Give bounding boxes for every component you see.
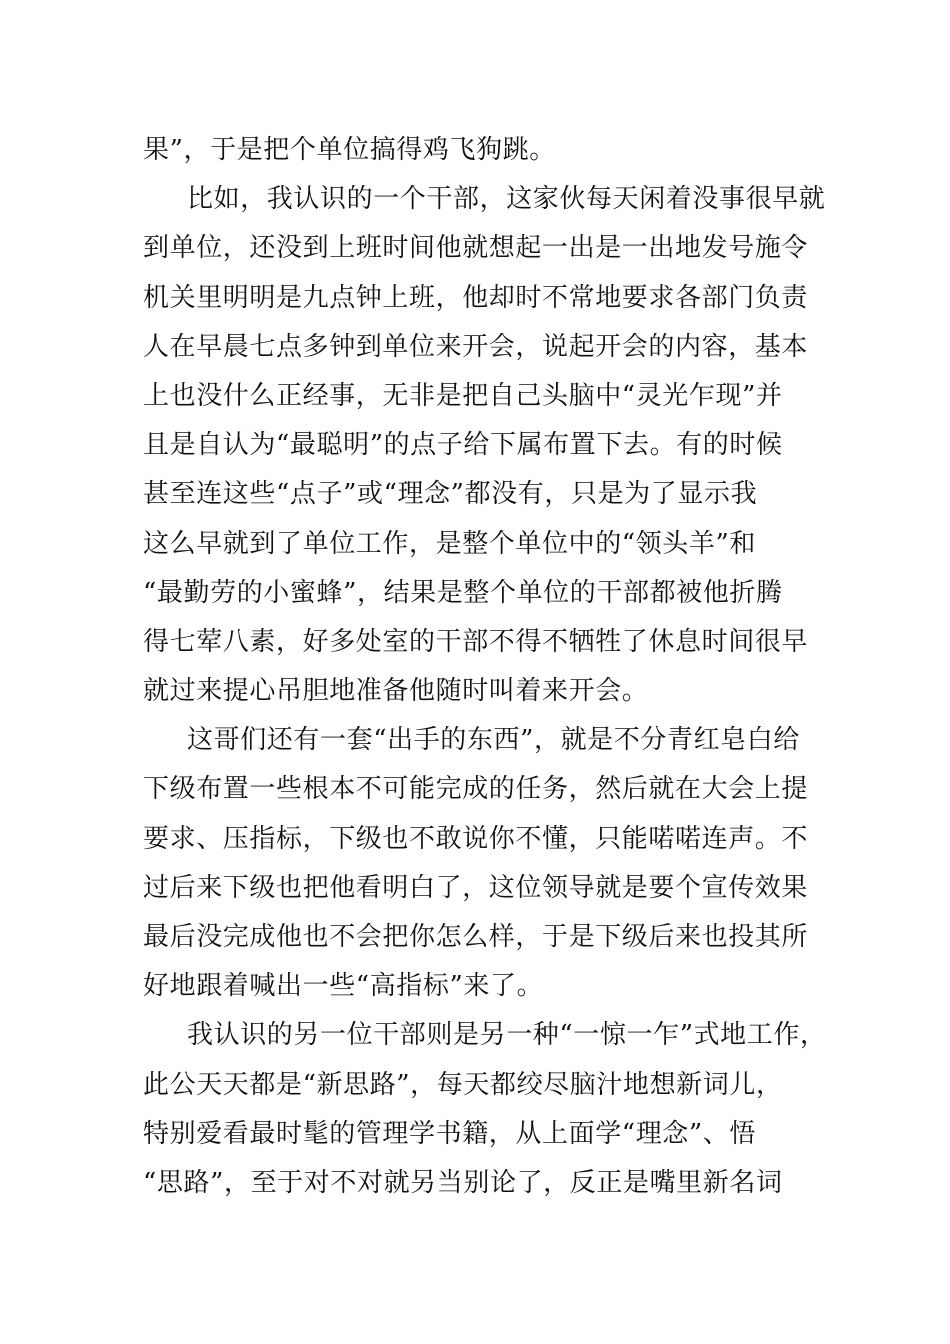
text-line: 果”，于是把个单位搞得鸡飞狗跳。 — [143, 135, 556, 165]
text-line: 过后来下级也把他看明白了，这位领导就是要个宣传效果 — [143, 872, 809, 903]
text-line: 这么早就到了单位工作，是整个单位中的“领头羊”和 — [143, 528, 756, 559]
paragraph-start-line: 比如，我认识的一个干部，这家伙每天闲着没事很早就 — [187, 184, 826, 215]
text-line: 到单位，还没到上班时间他就想起一出是一出地发号施令 — [143, 233, 809, 264]
text-line: 机关里明明是九点钟上班，他却时不常地要求各部门负责 — [143, 282, 809, 313]
text-line: 最后没完成他也不会把你怎么样，于是下级后来也投其所 — [143, 922, 809, 952]
text-line: 特别爱看最时髦的管理学书籍，从上面学“理念”、悟 — [143, 1118, 756, 1149]
text-line: 要求、压指标，下级也不敢说你不懂，只能喏喏连声。不 — [143, 823, 809, 854]
text-line: 人在早晨七点多钟到单位来开会，说起开会的内容，基本 — [143, 331, 809, 362]
paragraph-start-line: 这哥们还有一套“出手的东西”，就是不分青红皂白给 — [187, 725, 800, 756]
text-line: “最勤劳的小蜜蜂”，结果是整个单位的干部都被他折腾 — [143, 577, 783, 608]
text-line: 且是自认为“最聪明”的点子给下属布置下去。有的时候 — [143, 430, 783, 461]
text-line: 上也没什么正经事，无非是把自己头脑中“灵光乍现”并 — [143, 380, 783, 411]
text-line: 此公天天都是“新思路”，每天都绞尽脑汁地想新词儿， — [143, 1069, 783, 1100]
text-line: 得七荤八素，好多处室的干部不得不牺牲了休息时间很早 — [143, 626, 809, 657]
paragraph-start-line: 我认识的另一位干部则是另一种“一惊一乍”式地工作， — [187, 1020, 827, 1051]
text-line: 下级布置一些根本不可能完成的任务，然后就在大会上提 — [143, 774, 809, 805]
text-line: 好地跟着喊出一些“高指标”来了。 — [143, 971, 544, 1002]
text-line: “思路”，至于对不对就另当别论了，反正是嘴里新名词 — [143, 1167, 783, 1198]
text-line: 甚至连这些“点子”或“理念”都没有，只是为了显示我 — [143, 479, 758, 510]
body-text — [143, 126, 827, 1208]
text-line: 就过来提心吊胆地准备他随时叫着来开会。 — [143, 676, 649, 707]
